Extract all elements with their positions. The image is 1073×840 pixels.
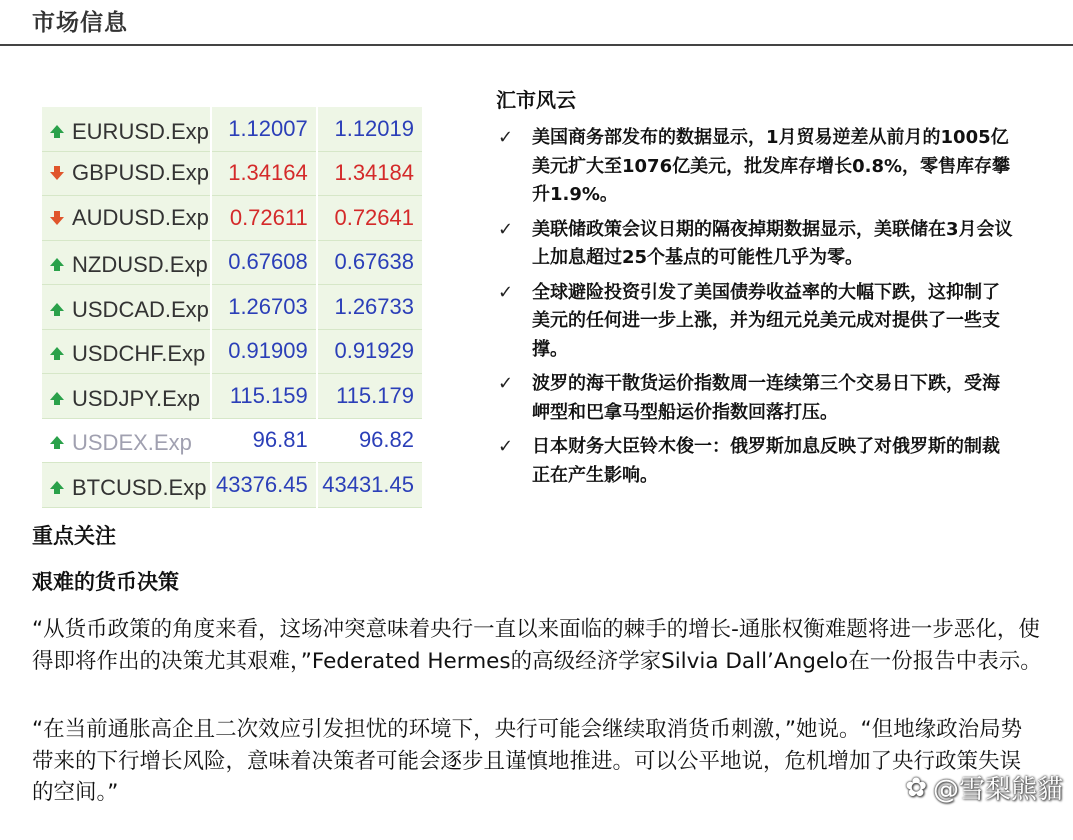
symbol-name: USDCHF.Exp xyxy=(72,341,206,367)
table-row xyxy=(42,374,422,419)
article-subtitle: 艰难的货币决策 xyxy=(32,570,179,594)
ask-cell: 0.91929 xyxy=(317,329,422,374)
ask-cell: 1.12019 xyxy=(317,107,422,151)
symbol-name: BTCUSD.Exp xyxy=(72,474,207,500)
list-item: ✓ 全球避险投资引发了美国债券收益率的大幅下跌，这抑制了美元的任何进一步上涨，并为纽元兑美元成对提供了一些支撑。 xyxy=(496,279,1016,365)
header-divider xyxy=(0,44,1073,46)
article-paragraph: “在当前通胀高企且二次效应引发担忧的环境下，央行可能会继续取消货币刺激，”她说。“但地缘政治局势带来的下行增长风险，意味着决策者可能会逐步且谨慎地推进。可以公平地说，危机增加了央行政策失误的空间。” xyxy=(32,717,1023,805)
ask-cell: 43431.45 xyxy=(317,463,422,508)
ask-cell: 0.67638 xyxy=(317,240,422,285)
symbol-name: USDCAD.Exp xyxy=(72,296,209,322)
ask-cell: 115.179 xyxy=(317,374,422,419)
ask-cell: 1.26733 xyxy=(317,285,422,330)
check-icon: ✓ xyxy=(498,373,514,394)
fx-section-title: 汇市风云 xyxy=(496,88,576,112)
direction-arrow-icon xyxy=(50,217,64,225)
fx-news-list xyxy=(496,124,1016,496)
table-row xyxy=(42,240,422,285)
bid-cell: 1.26703 xyxy=(211,285,317,330)
direction-arrow-icon xyxy=(50,347,64,355)
symbol-cell xyxy=(42,107,211,151)
symbol-name: USDJPY.Exp xyxy=(72,385,200,411)
check-icon: ✓ xyxy=(498,436,514,457)
list-item: ✓ 美国商务部发布的数据显示，1月贸易逆差从前月的1005亿美元扩大至1076亿美元，批发库存增长0.8%，零售库存攀升1.9%。 xyxy=(496,124,1016,210)
focus-section-title: 重点关注 xyxy=(32,524,116,548)
table-row xyxy=(42,151,422,196)
symbol-cell xyxy=(42,151,211,196)
watermark-text: @雪梨熊貓 xyxy=(932,775,1063,805)
check-icon: ✓ xyxy=(498,218,514,240)
ask-cell: 96.82 xyxy=(317,418,422,463)
symbol-name: AUDUSD.Exp xyxy=(72,204,209,230)
bid-cell: 1.34164 xyxy=(211,151,317,196)
symbol-cell xyxy=(42,196,211,241)
direction-arrow-icon xyxy=(50,303,64,311)
symbol-cell xyxy=(42,418,211,463)
table-row xyxy=(42,285,422,330)
direction-arrow-icon xyxy=(50,392,64,400)
quotes-table xyxy=(42,107,422,508)
symbol-cell xyxy=(42,329,211,374)
symbol-cell xyxy=(42,463,211,508)
symbol-cell xyxy=(42,285,211,330)
bid-cell: 43376.45 xyxy=(211,463,317,508)
article-paragraph: “从货币政策的角度来看，这场冲突意味着央行一直以来面临的棘手的增长-通胀权衡难题将进一步恶化，使得即将作出的决策尤其艰难，”Federated Hermes的高级经济学家Silvia Dall’Angelo在一份报告中表示。 xyxy=(32,617,1042,674)
bid-cell: 0.72611 xyxy=(211,196,317,241)
table-row xyxy=(42,107,422,151)
table-row xyxy=(42,196,422,241)
symbol-name: EURUSD.Exp xyxy=(72,118,209,144)
direction-arrow-icon xyxy=(50,436,64,444)
bid-cell: 0.67608 xyxy=(211,240,317,285)
symbol-cell xyxy=(42,374,211,419)
bid-cell: 115.159 xyxy=(211,374,317,419)
direction-arrow-icon xyxy=(50,125,64,133)
symbol-name: NZDUSD.Exp xyxy=(72,252,208,278)
direction-arrow-icon xyxy=(50,258,64,266)
ask-cell: 0.72641 xyxy=(317,196,422,241)
zhihu-logo-icon: ✿ xyxy=(905,772,927,803)
bid-cell: 0.91909 xyxy=(211,329,317,374)
watermark xyxy=(905,769,1063,806)
table-row xyxy=(42,329,422,374)
check-icon: ✓ xyxy=(498,127,514,148)
symbol-name: USDEX.Exp xyxy=(72,430,192,456)
list-item: ✓ 日本财务大臣铃木俊一：俄罗斯加息反映了对俄罗斯的制裁正在产生影响。 xyxy=(496,433,1016,490)
symbol-name: GBPUSD.Exp xyxy=(72,160,209,186)
list-item: ✓ 美联储政策会议日期的隔夜掉期数据显示，美联储在3月会议上加息超过25个基点的可能性几乎为零。 xyxy=(496,216,1016,273)
direction-arrow-icon xyxy=(50,481,64,489)
check-icon: ✓ xyxy=(498,281,514,303)
list-item: ✓ 波罗的海干散货运价指数周一连续第三个交易日下跌，受海岬型和巴拿马型船运价指数回落打压。 xyxy=(496,370,1016,427)
bid-cell: 96.81 xyxy=(211,418,317,463)
direction-arrow-icon xyxy=(50,172,64,180)
table-row xyxy=(42,418,422,463)
ask-cell: 1.34184 xyxy=(317,151,422,196)
bid-cell: 1.12007 xyxy=(211,107,317,151)
page-title: 市场信息 xyxy=(32,10,128,36)
table-row xyxy=(42,463,422,508)
symbol-cell xyxy=(42,240,211,285)
